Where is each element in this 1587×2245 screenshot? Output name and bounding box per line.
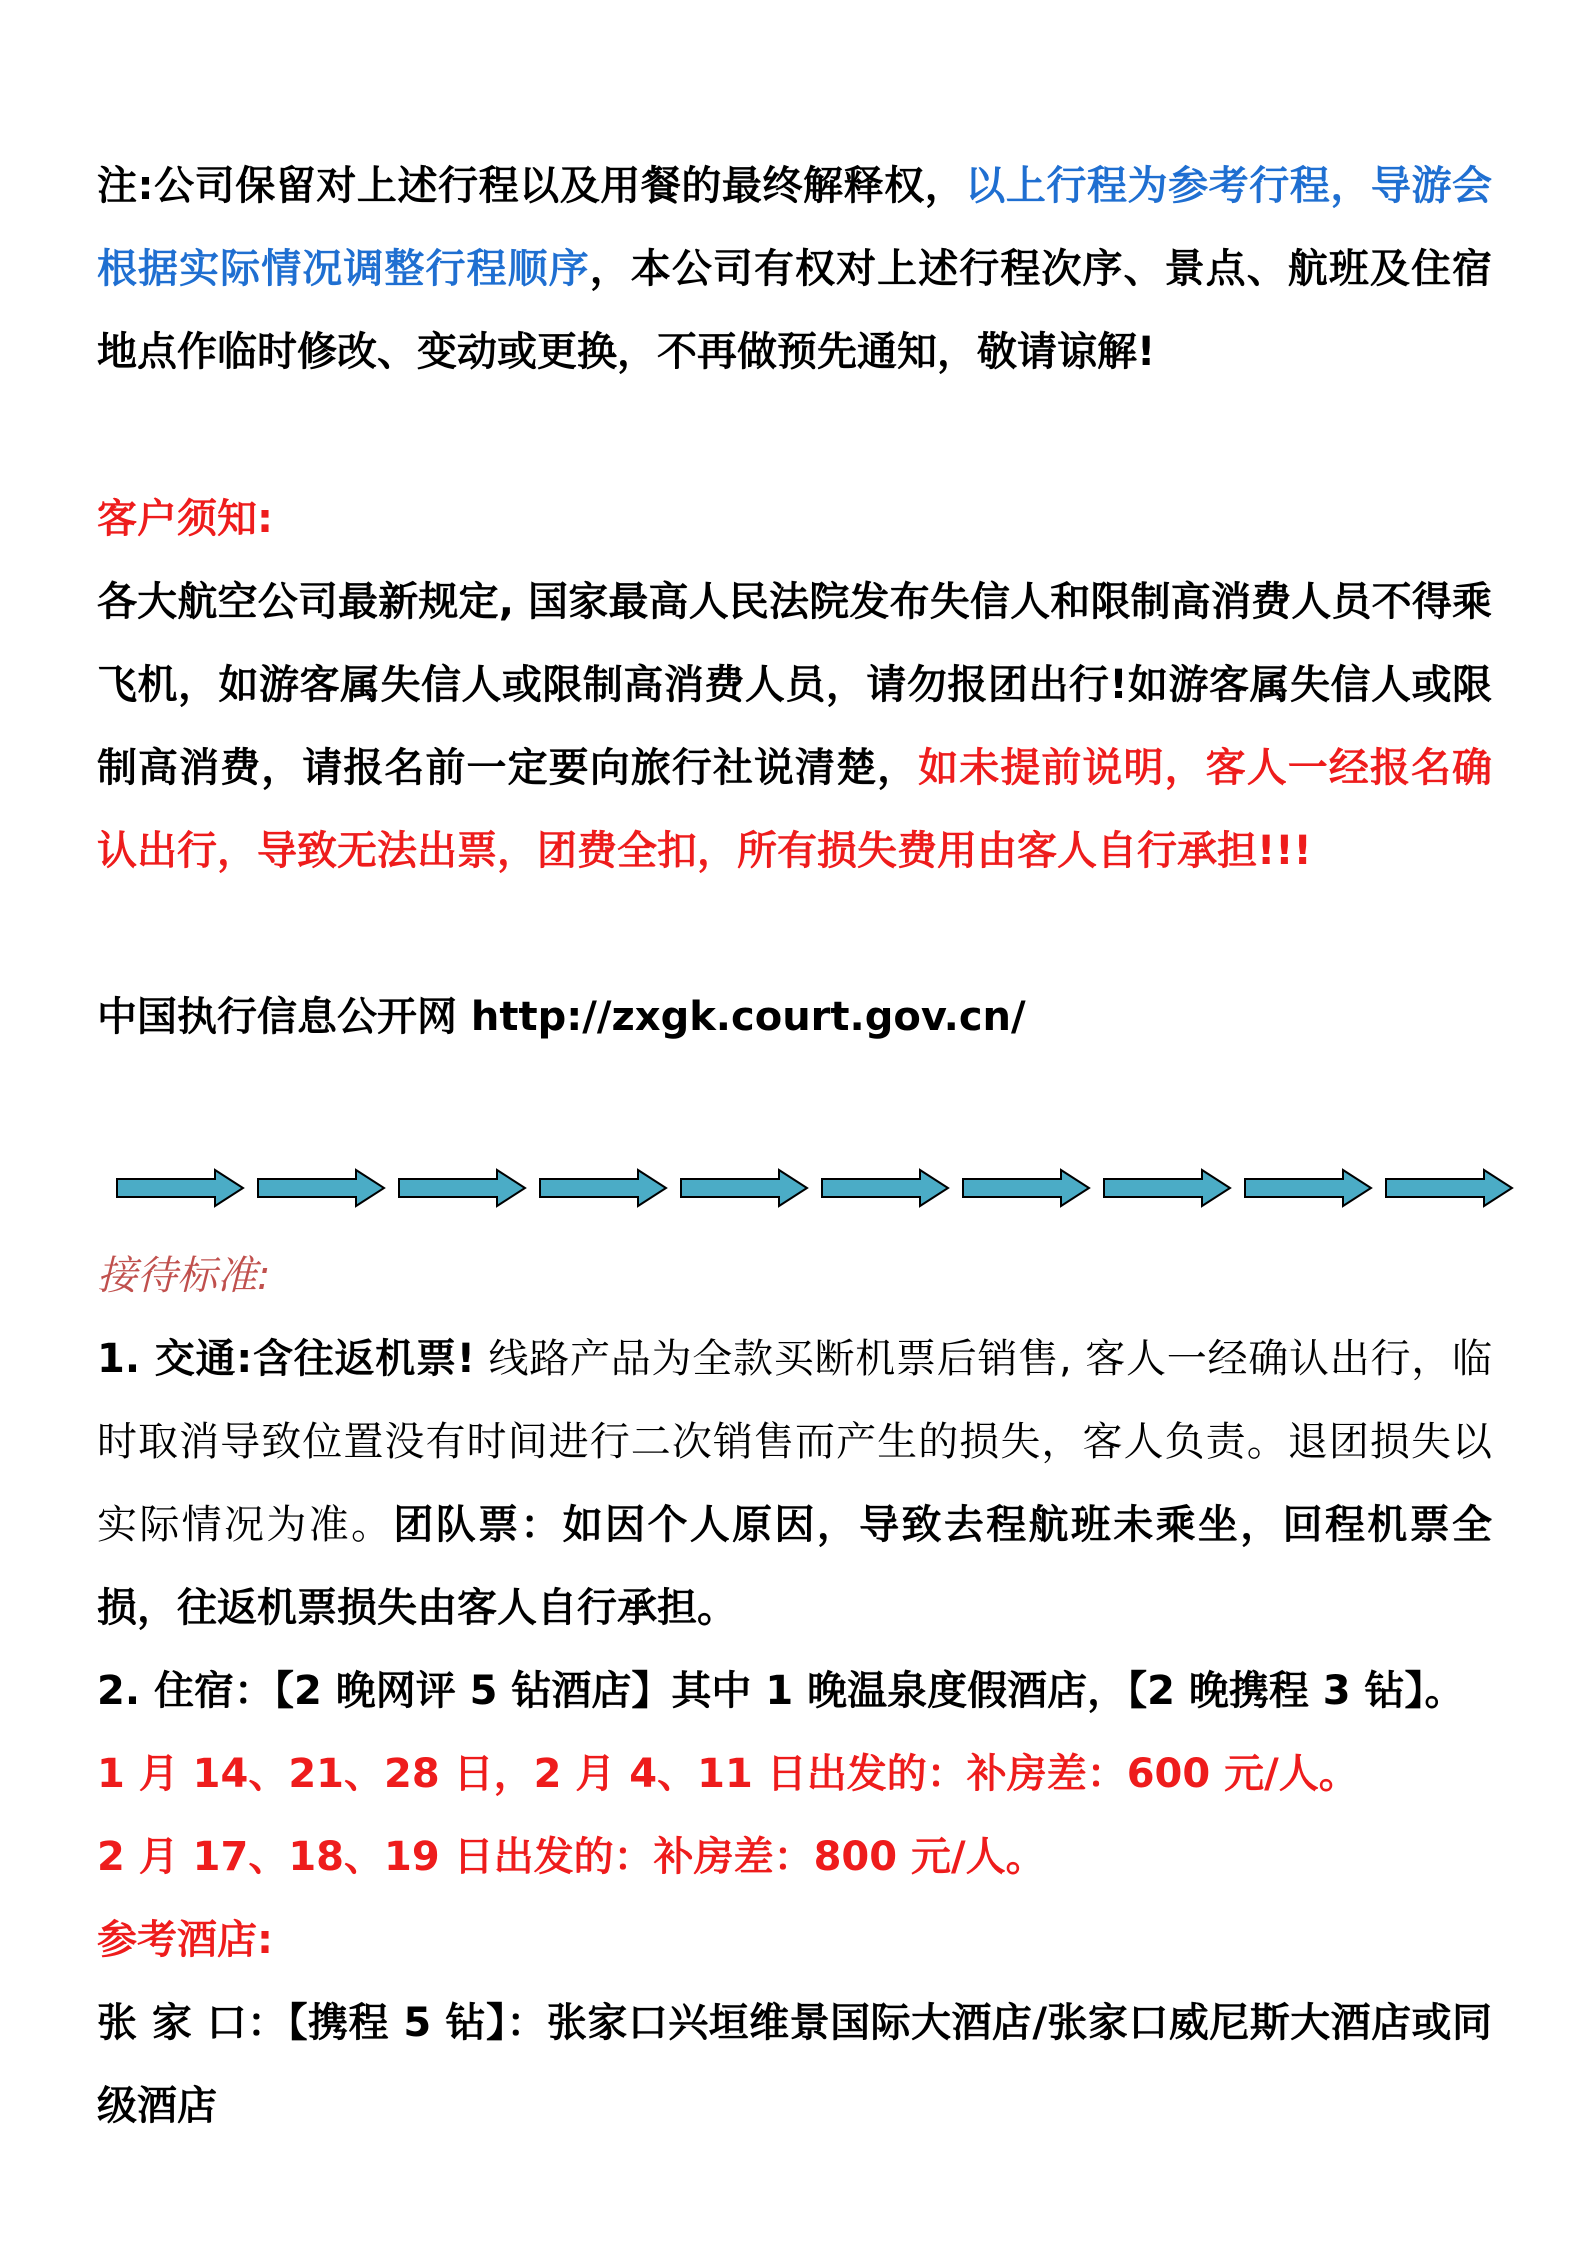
arrow-icon — [399, 1170, 525, 1206]
arrow-icon — [117, 1170, 243, 1206]
transport-item — [97, 1318, 1492, 1650]
hotels-heading: 参考酒店: — [97, 1917, 273, 1963]
arrow-icon — [1104, 1170, 1230, 1206]
customer-notice-heading: 客户须知: — [97, 496, 273, 542]
arrow-icon — [258, 1170, 384, 1206]
standards-heading: 接待标准: — [97, 1253, 271, 1299]
transport-bold-text: 团队票：如因个人原因，导致去程航班未乘坐，回程机票全损，往返机票损失由客人自行承担。 — [97, 1502, 1492, 1631]
arrow-divider — [115, 1168, 1510, 1208]
surcharge-line-2: 2 月 17、18、19 日出发的：补房差：800 元/人。 — [97, 1834, 1046, 1880]
note-prefix: 注:公司保留对上述行程以及用餐的最终解释权， — [97, 163, 966, 209]
hotel-zhangjiakou: 张 家 口：【携程 5 钻】：张家口兴垣维景国际大酒店/张家口威尼斯大酒店或同级酒店 — [97, 2000, 1492, 2129]
accommodation-item: 2. 住宿：【2 晚网评 5 钻酒店】其中 1 晚温泉度假酒店，【2 晚携程 3 钻】。 — [97, 1668, 1465, 1714]
transport-label: 1. 交通:含往返机票! — [97, 1336, 475, 1382]
transport-normal-text: 线路产品为全款买断机票后销售, 客人一经确认出行，临时取消导致位置没有时间进行二次销售而产生的损失，客人负责。退团损失以实际情况为准。 — [97, 1336, 1492, 1548]
note-suffix: ，本公司有权对上述行程次序、景点、航班及住宿地点作临时修改、变动或更换，不再做预先通知，敬请谅解! — [97, 246, 1493, 375]
note-blue-text: 以上行程为参考行程，导游会根据实际情况调整行程顺序 — [97, 163, 1493, 292]
arrow-icon — [1386, 1170, 1512, 1206]
notice-body-red: 如未提前说明，客人一经报名确认出行，导致无法出票，团费全扣，所有损失费用由客人自行承担!!! — [97, 745, 1493, 874]
arrow-icon — [963, 1170, 1089, 1206]
arrow-icon — [1245, 1170, 1371, 1206]
disclaimer-note — [97, 145, 1492, 394]
notice-body-black: 各大航空公司最新规定, 国家最高人民法院发布失信人和限制高消费人员不得乘飞机，如游客属失信人或限制高消费人员，请勿报团出行!如游客属失信人或限制高消费，请报名前一定要向旅行社说清楚， — [97, 579, 1492, 791]
arrow-icon — [681, 1170, 807, 1206]
court-website-line: 中国执行信息公开网 http://zxgk.court.gov.cn/ — [97, 994, 1026, 1040]
arrow-row-icon — [115, 1168, 1535, 1208]
surcharge-line-1: 1 月 14、21、28 日，2 月 4、11 日出发的：补房差：600 元/人。 — [97, 1751, 1359, 1797]
arrow-icon — [822, 1170, 948, 1206]
customer-notice-body — [97, 561, 1492, 893]
arrow-icon — [540, 1170, 666, 1206]
